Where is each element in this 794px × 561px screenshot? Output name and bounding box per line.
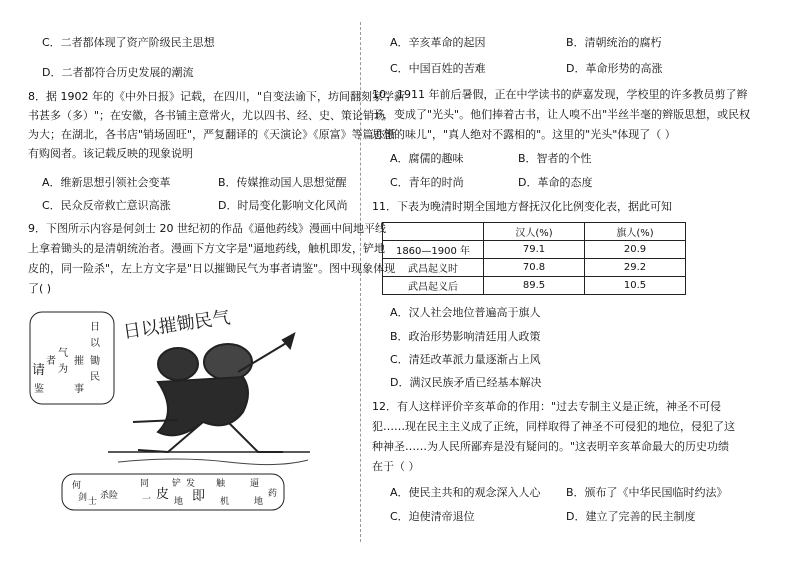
cartoon-bottom-char: 皮	[156, 487, 170, 502]
cartoon-left-char: 民	[90, 372, 100, 383]
q7-option-d: D．二者都符合历史发展的潮流	[42, 66, 194, 79]
q9-option-c: C．中国百姓的苦难	[390, 62, 486, 75]
cartoon-bottom-char: 士	[88, 497, 98, 507]
cartoon-figures	[133, 334, 294, 452]
cartoon-ground-sketch	[118, 459, 308, 465]
q8-stem-line: 8．据 1902 年的《中外日报》记载，在四川，"自变法谕下，坊间翻刻家学新	[28, 90, 406, 103]
q8-option-d: D．时局变化影响文化风尚	[218, 199, 348, 212]
table-header-row	[383, 223, 686, 241]
q11-option-c: C．清廷改革派力量逐渐占上风	[390, 353, 541, 366]
q9-option-d: D．革命形势的高涨	[566, 62, 663, 75]
q11-table	[382, 222, 686, 295]
cartoon-bottom-char: 铲	[172, 479, 182, 489]
cartoon-left-char: 事	[74, 384, 84, 395]
cartoon-bottom-char: 机	[220, 497, 230, 507]
q9-stem-line: 了( )	[28, 282, 52, 295]
table-header-cell	[383, 223, 484, 241]
cartoon-left-char: 以	[90, 338, 100, 349]
q10-option-d: D．革命的态度	[518, 176, 593, 189]
q9-stem-line: 皮的，同一险杀"，左上方文字是"日以摧锄民气为事者请鉴"。图中现象体现	[28, 262, 396, 275]
q12-stem-line: 12．有人这样评价辛亥革命的作用："过去专制主义是正统，神圣不可侵	[372, 400, 722, 413]
table-row	[383, 277, 686, 295]
cartoon-left-char: 锄	[90, 356, 100, 367]
q11-option-b: B．政治形势影响清廷用人政策	[390, 330, 541, 343]
q11-option-d: D．满汉民族矛盾已经基本解决	[390, 376, 542, 389]
cartoon-bottom-char: 杀险	[100, 491, 119, 501]
q12-option-a: A．使民主共和的观念深入人心	[390, 486, 541, 499]
q8-stem-line: 有购阅者。该记载反映的现象说明	[28, 147, 193, 160]
q10-option-c: C．青年的时尚	[390, 176, 464, 189]
q12-option-b: B．颁布了《中华民国临时约法》	[566, 486, 728, 499]
q12-stem-line: 在于（ ）	[372, 460, 420, 473]
cartoon-left-char: 气	[58, 348, 68, 359]
table-cell: 70.8	[484, 259, 585, 277]
q8-stem-line: 书甚多（多）"；在安徽，各书铺主意常火，尤以四书、经、史、策论销场	[28, 109, 386, 122]
table-cell: 武昌起义后	[383, 277, 484, 295]
cartoon-bottom-char: 何	[72, 481, 82, 491]
q12-option-c: C．迫使清帝退位	[390, 510, 475, 523]
cartoon-bottom-char: 药	[268, 489, 278, 499]
table-cell: 79.1	[484, 241, 585, 259]
cartoon-bottom-char: 同	[140, 479, 150, 489]
table-cell: 10.5	[585, 277, 686, 295]
cartoon-bottom-char: 一	[142, 495, 152, 505]
cartoon-left-char: 者	[46, 356, 56, 367]
table-row	[383, 241, 686, 259]
q12-stem-line: 种神圣……为人民所鄙弃是没有疑问的。"这表明辛亥革命最大的历史功绩	[372, 440, 730, 453]
cartoon-bottom-char: 剑	[78, 493, 88, 503]
cartoon-bottom-char: 地	[174, 497, 184, 507]
table-cell: 1860—1900 年	[383, 241, 484, 259]
q9-option-a: A．辛亥革命的起因	[390, 36, 486, 49]
q10-stem-line: 10．1911 年前后暑假，正在中学读书的萨嘉发现，学校里的许多教员剪了辫	[372, 88, 748, 101]
cartoon-bottom-char: 触	[216, 479, 226, 489]
q9-stem-line: 上拿着锄头的是清朝统治者。漫画下方文字是"逼地药线，触机即发，铲地	[28, 242, 386, 255]
table-cell: 20.9	[585, 241, 686, 259]
cartoon-left-char: 鉴	[34, 384, 44, 395]
q8-option-a: A．维新思想引领社会变革	[42, 176, 171, 189]
table-cell: 29.2	[585, 259, 686, 277]
q10-option-b: B．智者的个性	[518, 152, 592, 165]
cartoon-bottom-char: 逼	[250, 479, 260, 489]
q11-option-a: A．汉人社会地位普遍高于旗人	[390, 306, 541, 319]
cartoon-left-char: 请	[32, 363, 46, 378]
table-header-cell: 旗人(%)	[585, 223, 686, 241]
q9-stem-line: 9．下图所示内容是何剑士 20 世纪初的作品《逼他药线》漫画中间地平线	[28, 222, 386, 235]
q10-stem-line: 思想的味儿"，"真人绝对不露相的"。这里的"光头"体现了（ ）	[372, 128, 676, 141]
table-cell: 89.5	[484, 277, 585, 295]
q8-stem-line: 为大；在湖北，各书店"销场固旺"，严复翻译的《天演论》《原富》等篇亦渐	[28, 128, 396, 141]
cartoon-left-char: 为	[58, 364, 68, 375]
q12-stem-line: 犯……现在民主主义成了正统，同样取得了神圣不可侵犯的地位，侵犯了这	[372, 420, 735, 433]
cartoon-left-char: 日	[90, 322, 100, 333]
q11-stem: 11．下表为晚清时期全国地方督抚汉化比例变化表，据此可知	[372, 200, 672, 213]
q10-stem-line: 子，变成了"光头"。他们捧着古书，让人嗅不出"半丝半毫的辫版思想，或民权	[372, 108, 751, 121]
table-header-cell: 汉人(%)	[484, 223, 585, 241]
q7-option-c: C．二者都体现了资产阶级民主思想	[42, 36, 215, 49]
q8-option-b: B．传媒推动国人思想觉醒	[218, 176, 347, 189]
cartoon-left-char: 摧	[74, 356, 84, 367]
cartoon-bottom-char: 地	[254, 497, 264, 507]
cartoon-illustration	[28, 302, 326, 514]
cartoon-bottom-char: 即	[192, 489, 206, 504]
table-row	[383, 259, 686, 277]
q9-option-b: B．清朝统治的腐朽	[566, 36, 662, 49]
cartoon-bottom-char: 发	[186, 479, 196, 489]
q12-option-d: D．建立了完善的民主制度	[566, 510, 696, 523]
q8-option-c: C．民众反帝救亡意识高涨	[42, 199, 171, 212]
q10-option-a: A．腐儒的趣味	[390, 152, 464, 165]
table-cell: 武昌起义时	[383, 259, 484, 277]
cartoon-handwriting: 日以摧锄民气	[121, 307, 232, 343]
